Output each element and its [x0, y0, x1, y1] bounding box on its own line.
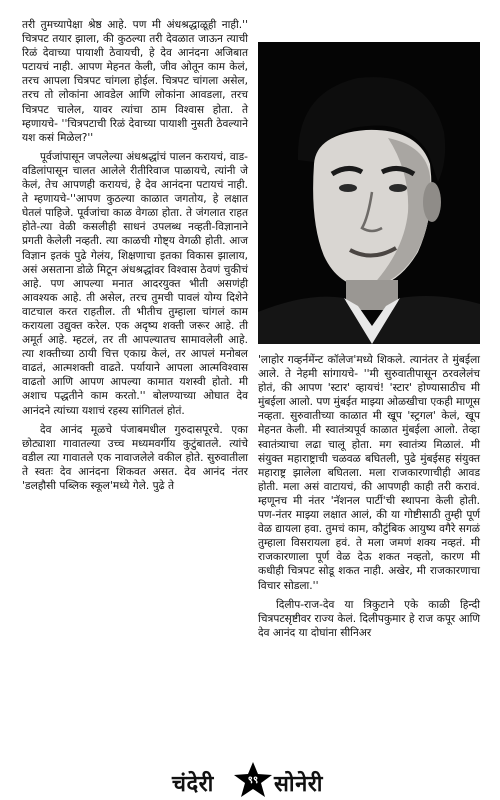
paragraph: तरी तुमच्यापेक्षा श्रेष्ठ आहे. पण मी अंधश्रद्धाळूही नाही.'' चित्रपट तयार झाला, की कुठल्या तरी देवळात जाऊन त्याची रिळं देवाच्या पायाशी ठेवायची, हे देव आनंदना अजिबात पटायचं नाही. आपण मेहनत केली, जीव ओतून काम केलं, तरच आपला चित्रपट चांगला होईल. चित्रपट चांगला असेल, तरच तो लोकांना आवडेल आणि लोकांना आवडला, तरच चित्रपट चालेल, यावर त्यांचा ठाम विश्वास होता. ते म्हणायचे- ''चित्रपटाची रिळं देवाच्या पायाशी नुसती ठेवल्याने यश कसं मिळेल?''	[22, 19, 248, 144]
paragraph: 'लाहोर गव्हर्नमेंन्ट कॉलेज'मध्ये शिकले. त्यानंतर ते मुंबईला आले. ते नेहमी सांगायचे- ''मी सुरुवातीपासून ठरवलेलंच होतं, की आपण 'स्टार' व्हायचं! 'स्टार' होण्यासाठीच मी मुंबईला आलो. पण मुंबईत माझ्या ओळखीचा एकही माणूस नव्हता. सुरुवातीच्या काळात मी खूप 'स्ट्रगल' केलं, खूप मेहनत केली. मी स्वातंत्र्यपूर्व काळात मुंबईला आलो. तेव्हा स्वातंत्र्याचा लढा चालू होता. मग स्वातंत्र्य मिळालं. मी संयुक्त महाराष्ट्राची चळवळ बघितली, पुढे मुंबईसह संयुक्त महाराष्ट्र झालेला बघितला. मला राजकारणाचीही आवड होती. मला असं वाटायचं, की आपणही काही तरी करावं. म्हणूनच मी नंतर 'नॅशनल पार्टी'ची स्थापना केली होती. पण-नंतर माझ्या लक्षात आलं, की या गोष्टीसाठी तुम्ही पूर्ण वेळ द्यायला हवा. तुमचं काम, कौटुंबिक आयुष्य वगैरे सगळं तुम्हाला विसरायला हवं. ते मला जमणं शक्य नव्हतं. मी राजकारणाला पूर्ण वेळ देऊ शकत नव्हतो, कारण मी कधीही चित्रपट सोडू शकत नाही. अखेर, मी राजकारणाचा विचार सोडला.''	[258, 354, 480, 592]
page-number: ९९	[247, 775, 259, 786]
paragraph: पूर्वजांपासून जपलेल्या अंधश्रद्धांचं पालन करायचं, वाड-वडिलांपासून चालत आलेले रीतीरिवाज पाळायचे, त्यांनी जे केलं, तेच आपणही करायचं, हे देव आनंदना पटायचं नाही. ते म्हणायचे-''आपण कुठल्या काळात जगतोय, हे लक्षात घेतलं पाहिजे. पूर्वजांचा काळ वेगळा होता. ते जंगलात राहत होते-त्या वेळी कसलीही साधनं उपलब्ध नव्हती-विज्ञानाने प्रगती केलेली नव्हती. त्या काळची गोष्ट्य वेगळी होती. आज विज्ञान इतकं पुढे गेलंय, शिक्षणाचा इतका विकास झालाय, असं असताना डोळे मिटून अंधश्रद्धांवर विश्वास ठेवणं चुकीचं आहे. पण आपल्या मनात आदरयुक्त भीती असणंही आवश्यक आहे. ती असेल, तरच तुमची पावलं योग्य दिशेने वाटचाल करत राहतील. ती भीतीच तुम्हाला चांगलं काम करायला उद्युक्त करेल. एक अदृष्य शक्ती जरूर आहे. ती अमूर्त आहे. म्हटलं, तर ती आपल्यातच सामावलेली आहे. त्या शक्तीच्या ठायी चित्त एकाग्र केलं, तर आपलं मनोबल वाढतं, आत्मशक्ती वाढते. पर्यायाने आपला आत्मविश्वास वाढतो आणि आपण आपल्या कामात यशस्वी होतो. मी अशाच पद्धतीने काम करतो.'' बोलण्याच्या ओघात देव आनंदने त्यांच्या यशाचं रहस्य सांगितलं होतं.	[22, 150, 248, 417]
brand-right-text: सोनेरी	[274, 771, 323, 797]
right-text-column	[258, 353, 480, 640]
page-footer	[0, 760, 500, 800]
brand-left-text: चंदेरी	[172, 771, 214, 797]
paragraph: देव आनंद मूळचे पंजाबमधील गुरुदासपूरचे. एका छोट्याशा गावातल्या उच्च मध्यमवर्गीय कुटुंबातले. त्यांचे वडील त्या गावातले एक नावाजलेले वकील होते. सुरुवातीला ते स्वतः देव आनंदना शिकवत असत. देव आनंद नंतर 'डलहौसी पब्लिक स्कूल'मध्ये गेले. पुढे ते	[22, 423, 248, 492]
portrait-photo	[258, 42, 480, 344]
paragraph: दिलीप-राज-देव या त्रिकुटाने एके काळी हिन्दी चित्रपटसृष्टीवर राज्य केलं. दिलीपकुमार हे राज कपूर आणि देव आनंद या दोघांना सीनिअर	[258, 598, 480, 639]
left-text-column	[22, 18, 248, 493]
portrait-illustration	[258, 42, 480, 344]
